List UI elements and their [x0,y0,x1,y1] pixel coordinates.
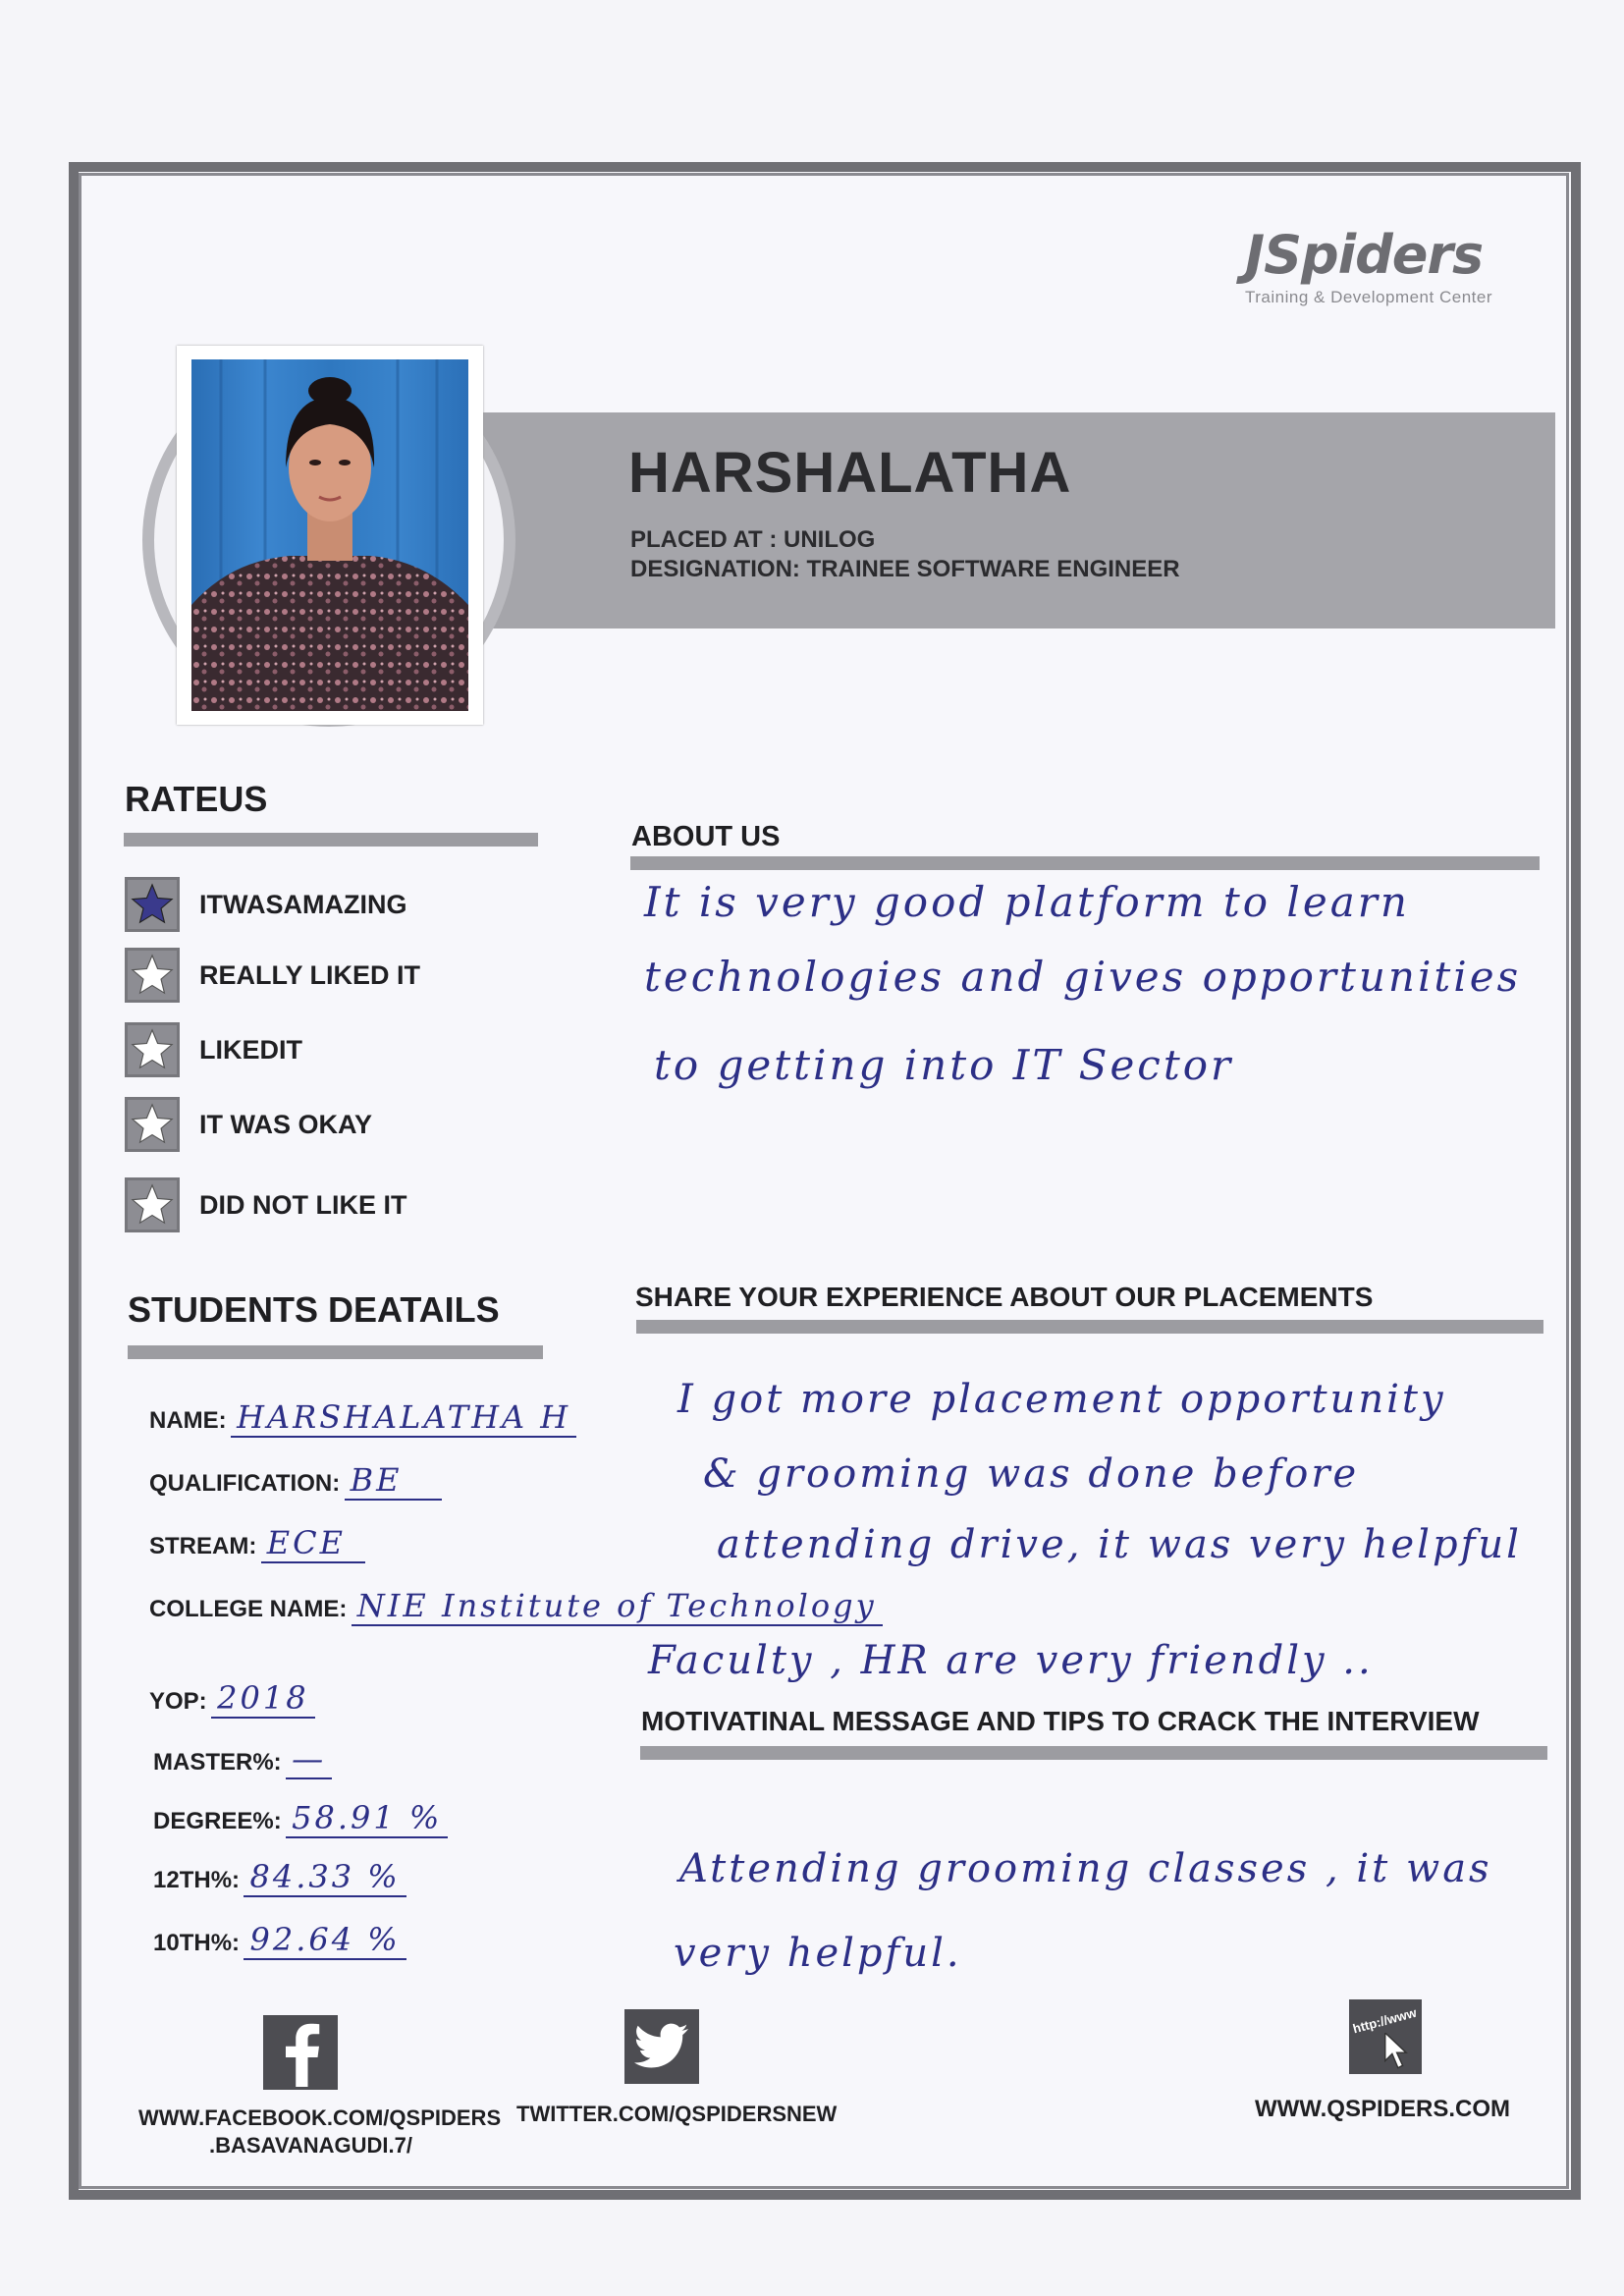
about-us-title: ABOUT US [631,821,781,852]
tenth-label: 10TH%: [153,1930,241,1956]
rating-option-liked[interactable] [125,1022,420,1077]
placements-title: SHARE YOUR EXPERIENCE ABOUT OUR PLACEMENTS [635,1282,1374,1312]
twelfth-label: 12TH%: [153,1867,241,1893]
motivation-line-2: very helpful. [674,1931,962,1976]
star-icon[interactable] [125,1097,180,1152]
twelfth-value: 84.33 % [244,1858,406,1897]
designation: DESIGNATION: TRAINEE SOFTWARE ENGINEER [630,556,1180,582]
facebook-link-sub[interactable]: .BASAVANAGUDI.7/ [209,2133,412,2158]
name-field [149,1398,576,1436]
web-icon-text: http://www [1351,2004,1419,2037]
master-field [153,1740,332,1777]
motivation-line-1: Attending grooming classes , it was [679,1846,1492,1891]
yop-field [149,1679,315,1717]
college-value: NIE Institute of Technology [352,1587,883,1626]
yop-label: YOP: [149,1688,207,1715]
star-icon[interactable] [125,1022,180,1077]
name-label: NAME: [149,1407,227,1434]
stream-value: ECE [261,1524,365,1563]
rateus-title: RATEUS [125,779,268,819]
rating-option-amazing[interactable] [125,877,420,932]
rating-label: REALLY LIKED IT [199,959,421,990]
student-details-rule [128,1345,543,1359]
rating-list [125,877,420,1232]
about-us-line-1: It is very good platform to learn [644,878,1410,926]
rating-option-did-not-like[interactable] [125,1177,420,1232]
jspiders-logo [1245,224,1540,307]
motivation-rule [640,1746,1547,1760]
logo-text: JSpiders [1245,224,1484,286]
selected-star-icon[interactable] [125,877,180,932]
logo-subtitle: Training & Development Center [1245,288,1492,306]
student-details-title: STUDENTS DEATAILS [128,1289,500,1330]
student-name-title: HARSHALATHA [628,441,1072,505]
college-field [149,1587,883,1624]
star-icon[interactable] [125,1177,180,1232]
twitter-link[interactable]: TWITTER.COM/QSPIDERSNEW [516,2102,838,2126]
master-label: MASTER%: [153,1749,282,1776]
placements-line-1: I got more placement opportunity [677,1377,1446,1422]
degree-label: DEGREE%: [153,1808,282,1834]
degree-field [153,1799,448,1836]
qualification-value: BE [345,1461,442,1501]
about-us-rule [630,856,1540,870]
twitter-icon[interactable] [624,2009,699,2084]
rating-option-okay[interactable] [125,1097,420,1152]
facebook-icon[interactable] [263,2015,338,2090]
degree-value: 58.91 % [286,1799,448,1838]
tenth-field [153,1921,406,1958]
web-icon[interactable] [1349,1999,1422,2074]
stream-field [149,1524,365,1561]
placed-at: PLACED AT : UNILOG [630,526,876,553]
rating-label: ITWASAMAZING [199,889,407,919]
placements-line-2: & grooming was done before [703,1451,1360,1497]
qualification-field [149,1461,442,1499]
tenth-value: 92.64 % [244,1921,406,1960]
placements-line-4: Faculty , HR are very friendly .. [648,1638,1374,1683]
rateus-rule [124,833,538,847]
motivation-title: MOTIVATINAL MESSAGE AND TIPS TO CRACK THE INTERVIEW [641,1706,1480,1736]
yop-value: 2018 [211,1679,314,1719]
rating-label: IT WAS OKAY [199,1109,373,1139]
name-value: HARSHALATHA H [231,1398,576,1438]
qualification-label: QUALIFICATION: [149,1470,341,1497]
master-value: — [286,1740,332,1779]
website-link[interactable]: WWW.QSPIDERS.COM [1255,2096,1510,2122]
star-icon[interactable] [125,948,180,1003]
rating-option-really-liked[interactable] [125,948,420,1003]
about-us-line-2: technologies and gives opportunities [644,953,1522,1001]
about-us-line-3: to getting into IT Sector [654,1041,1234,1089]
twelfth-field [153,1858,406,1895]
stream-label: STREAM: [149,1533,257,1559]
placements-rule [636,1320,1543,1334]
facebook-link[interactable]: WWW.FACEBOOK.COM/QSPIDERS [138,2105,502,2130]
rating-label: DID NOT LIKE IT [199,1189,407,1220]
cursor-icon [1384,2033,1414,2070]
placements-line-3: attending drive, it was very helpful [717,1522,1522,1567]
student-photo [191,359,468,711]
rating-label: LIKEDIT [199,1034,302,1065]
college-label: COLLEGE NAME: [149,1596,348,1622]
